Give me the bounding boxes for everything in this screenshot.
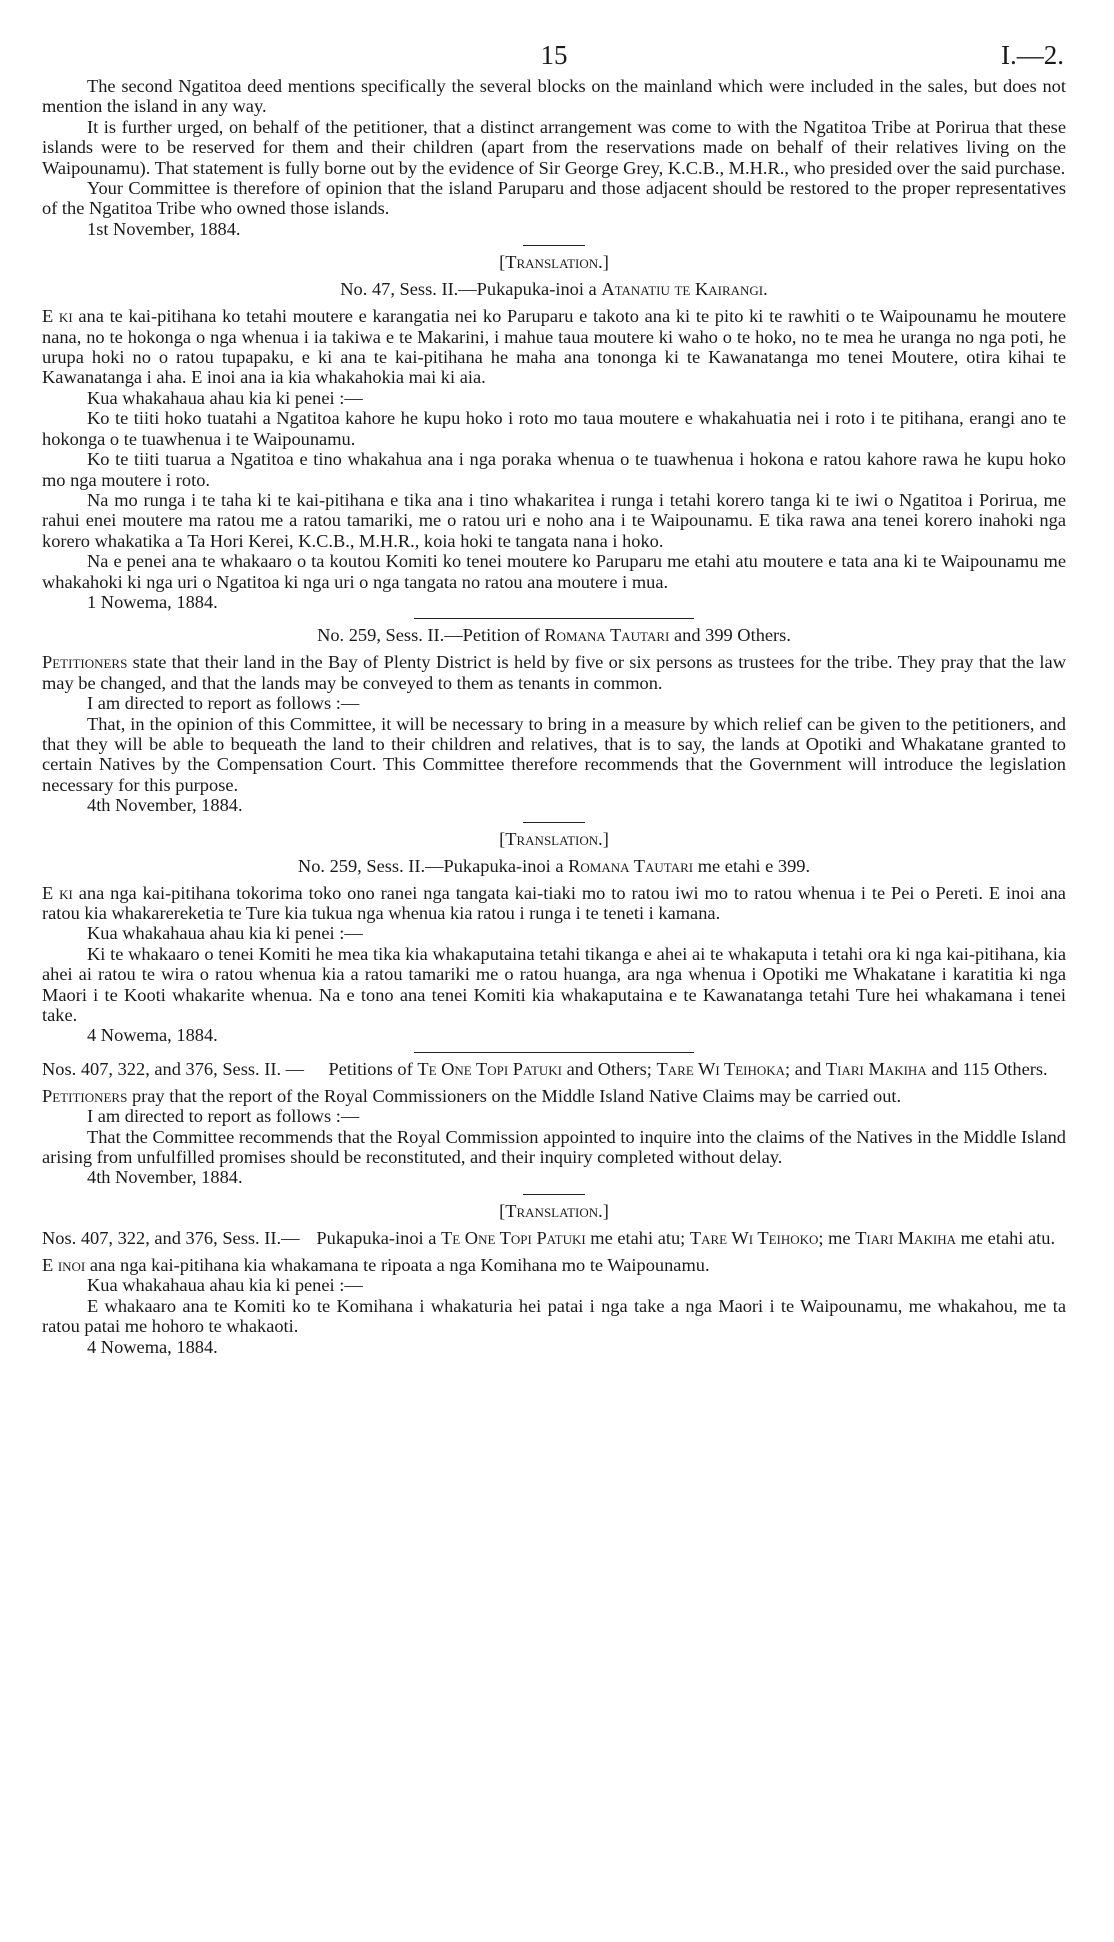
paragraph xyxy=(42,306,1066,388)
lead-words: E ki xyxy=(42,882,73,903)
lead-words: Petitioners xyxy=(42,652,128,673)
petitioner-name: Romana Tautari xyxy=(544,625,670,646)
paragraph: I am directed to report as follows :— xyxy=(87,693,360,714)
page-number: 15 xyxy=(540,40,568,70)
paragraph-text: ana te kai-pitihana ko tetahi moutere e karangatia nei ko Paruparu e takoto ana ki te pito ki te rawhiti o te Waipounamu he moutere nana, no te hokonga o nga whenua i ia takiwa e te Makarini, i mahue taua moutere ki waho o te hoko, no te mea he uranga no nga poti, he urupa hoki no o ratou tupapaku, e ki ana te kai-pitihana he maha ana tononga ki te Kawanatanga mo tenei Moutere, otira kihai te Kawanatanga i aha. E inoi ana ia kia whakahokia mai ki aia. xyxy=(42,306,1066,388)
petition-heading xyxy=(42,625,1066,646)
petitioner-name: Te One Topi Patuki xyxy=(417,1058,563,1079)
heading-connector: ; and xyxy=(785,1058,822,1079)
divider xyxy=(523,822,585,823)
paragraph xyxy=(42,883,1066,924)
petitioner-name: Tare Wi Teihoko xyxy=(689,1227,819,1248)
petitioner-name: Tiari Makiha xyxy=(825,1058,927,1079)
petitioner-name: Te One Topi Patuki xyxy=(441,1227,586,1248)
petition-heading xyxy=(42,856,1066,877)
divider xyxy=(523,245,585,246)
heading-suffix: me etahi atu. xyxy=(960,1227,1056,1248)
paragraph-text: pray that the report of the Royal Commissioners on the Middle Island Native Claims may be carried out. xyxy=(131,1085,902,1106)
divider xyxy=(414,618,694,619)
date-line: 1 Nowema, 1884. xyxy=(87,591,218,612)
heading-suffix: and 399 Others. xyxy=(673,625,791,646)
heading-text xyxy=(305,1228,1066,1249)
document-reference: I.—2. xyxy=(1001,40,1064,70)
paragraph: Kua whakahaua ahau kia ki penei :— xyxy=(87,923,363,944)
paragraph: E whakaaro ana te Komiti ko te Komihana i whakaturia hei patai i nga take a nga Maori i te Waipounamu, me whakahou, me ta ratou patai me hohoro te whakaoti. xyxy=(42,1295,1066,1337)
divider xyxy=(414,1052,694,1053)
heading-prefix: No. 47, Sess. II.—Pukapuka-inoi a xyxy=(340,279,597,300)
heading-prefix: No. 259, Sess. II.—Petition of xyxy=(317,625,540,646)
document-page xyxy=(42,36,1066,1357)
paragraph: I am directed to report as follows :— xyxy=(87,1106,360,1127)
heading-prefix: No. 259, Sess. II.—Pukapuka-inoi a xyxy=(297,855,564,876)
heading-prefix: Pukapuka-inoi a xyxy=(316,1227,437,1248)
paragraph: Kua whakahaua ahau kia ki penei :— xyxy=(87,1275,363,1296)
paragraph xyxy=(42,1255,1066,1275)
paragraph-text: state that their land in the Bay of Plenty District is held by five or six persons as trustees for the tribe. They pray that the law may be changed, and that the lands may be conveyed to them as tenants in common. xyxy=(42,652,1066,693)
paragraph: Ko te tiiti tuarua a Ngatitoa e tino whakahua ana i nga poraka whenua o te tuawhenua i hokona e ratou kahore rawa he kupu hoko mo nga moutere i roto. xyxy=(42,449,1066,490)
paragraph: That, in the opinion of this Committee, it will be necessary to bring in a measure by which relief can be given to the petitioners, and that they will be able to bequeath the land to their children and relatives, that is to say, the lands at Opotiki and Whakatane granted to certain Natives by the Compensation Court. This Committee therefore recommends that the Government will introduce the legislation necessary for this purpose. xyxy=(42,713,1066,795)
heading-text xyxy=(310,1059,1066,1080)
paragraph: It is further urged, on behalf of the petitioner, that a distinct arrangement was come to with the Ngatitoa Tribe at Porirua that these islands were to be reserved for them and their children (apart from the reservations made on behalf of their relatives living on the Waipounamu). That statement is fully borne out by the evidence of Sir George Grey, K.C.B., M.H.R., who presided over the said purchase. xyxy=(42,116,1066,178)
paragraph xyxy=(42,1086,1066,1106)
paragraph: Your Committee is therefore of opinion that the island Paruparu and those adjacent should be restored to the proper representatives of the Ngatitoa Tribe who owned those islands. xyxy=(42,178,1066,219)
translation-label: [Translation.] xyxy=(499,828,609,849)
paragraph-text: ana nga kai-pitihana kia whakamana te ripoata a nga Komihana mo te Waipounamu. xyxy=(89,1254,710,1275)
heading-connector: ; me xyxy=(818,1227,851,1248)
page-header xyxy=(42,36,1066,76)
paragraph-text: ana nga kai-pitihana tokorima toko ono ranei nga tangata kai-tiaki mo to ratou iwi mo to ratou whenua i te Pei o Pereti. E inoi ana ratou kia whakarereketia te Ture kia tukua nga whenua kia ratou i runga i te teneti i kamana. xyxy=(42,882,1066,923)
lead-words: E inoi xyxy=(42,1254,86,1275)
date-line: 4 Nowema, 1884. xyxy=(87,1025,218,1046)
divider xyxy=(523,1194,585,1195)
petition-numbers: Nos. 407, 322, and 376, Sess. II.— xyxy=(42,1227,300,1248)
paragraph: Kua whakahaua ahau kia ki penei :— xyxy=(87,387,363,408)
heading-suffix: me etahi e 399. xyxy=(697,855,811,876)
heading-prefix: Petitions of xyxy=(328,1058,413,1079)
paragraph xyxy=(42,652,1066,693)
petitioner-name: Tiari Makiha xyxy=(855,1227,956,1248)
petition-heading xyxy=(42,279,1066,300)
translation-label: [Translation.] xyxy=(499,1200,609,1221)
paragraph: Ko te tiiti hoko tuatahi a Ngatitoa kahore he kupu hoko i roto mo taua moutere e whakahuatia nei i roto i te pitihana, erangi ano te hokonga o te tuawhenua i te Waipounamu. xyxy=(42,408,1066,449)
date-line: 4th November, 1884. xyxy=(87,795,243,816)
paragraph: Na e penei ana te whakaaro o ta koutou Komiti ko tenei moutere ko Paruparu me etahi atu moutere e tata ana ki te Waipounamu me whakahoki ki nga uri o Ngatitoa ki nga uri o nga tangata no ratou ana moutere i mua. xyxy=(42,551,1066,592)
heading-connector: and Others; xyxy=(566,1058,652,1079)
date-line: 4 Nowema, 1884. xyxy=(87,1336,218,1357)
paragraph: That the Committee recommends that the Royal Commission appointed to inquire into the claims of the Natives in the Middle Island arising from unfulfilled promises should be reconstituted, and their inquiry completed without delay. xyxy=(42,1126,1066,1168)
petitioner-name: Tare Wi Teihoka xyxy=(656,1058,786,1079)
paragraph: Ki te whakaaro o tenei Komiti he mea tika kia whakaputaina tetahi tikanga e ahei ai te whakaputa i tetahi ora ki nga kai-pitihana, kia ahei ai ratou te wira o ratou whenua kia a ratou tamariki me o ratou huanga, ara nga whenua i Opotiki me Whakatane i karatitia ki nga Maori i te Kooti whakarite whenua. Na e tono ana tenei Komiti kia whakaputaina e te Kawanatanga tetahi Ture hei whakamana i tenei take. xyxy=(42,943,1066,1026)
petition-heading xyxy=(42,1059,1066,1080)
petitioner-name: Romana Tautari xyxy=(568,855,694,876)
paragraph: The second Ngatitoa deed mentions specifically the several blocks on the mainland which were included in the sales, but does not mention the island in any way. xyxy=(42,76,1066,117)
petition-numbers: Nos. 407, 322, and 376, Sess. II. — xyxy=(42,1058,305,1079)
heading-connector: me etahi atu; xyxy=(590,1227,686,1248)
date-line: 4th November, 1884. xyxy=(87,1167,243,1188)
translation-label: [Translation.] xyxy=(499,252,609,273)
petitioner-name: Atanatiu te Kairangi. xyxy=(601,279,768,300)
lead-words: E ki xyxy=(42,306,73,327)
paragraph: Na mo runga i te taha ki te kai-pitihana e tika ana i tino whakaritea i runga i tetahi korero tanga ki te iwi o Ngatitoa i Porirua, me rahui enei moutere ma ratou me a ratou tamariki, me o ratou uri e noho ana i te Waipounamu. E tika rawa ana tenei korero inahoki nga korero whakatika a Ta Hori Kerei, K.C.B., M.H.R., koia hoki te tangata nana i hoko. xyxy=(42,489,1066,551)
heading-suffix: and 115 Others. xyxy=(931,1058,1048,1079)
lead-words: Petitioners xyxy=(42,1085,128,1106)
date-line: 1st November, 1884. xyxy=(87,218,241,239)
petition-heading xyxy=(42,1228,1066,1249)
